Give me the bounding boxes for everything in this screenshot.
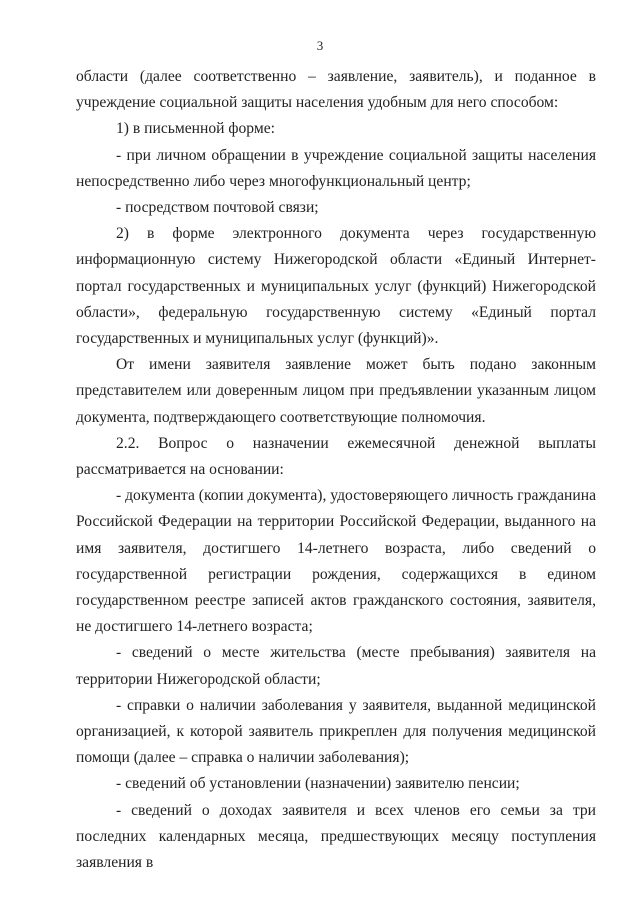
list-item-personal-visit: - при личном обращении в учреждение социальной защиты населения непосредственно либо через многофункциональный центр; (76, 146, 596, 190)
list-item-postal: - посредством почтовой связи; (116, 199, 319, 217)
paragraph-section-2-2: 2.2. Вопрос о назначении ежемесячной денежной выплаты рассматривается на основании: (76, 434, 596, 479)
list-item-income: - сведений о доходах заявителя и всех членов его семьи за три последних календарных месяца, предшествующих месяцу поступления заявления в (76, 801, 596, 872)
paragraph-continuation: области (далее соответственно – заявление, заявитель), и поданное в учреждение социальной защиты населения удобным для него способом: (76, 68, 596, 112)
document-body (76, 64, 596, 876)
list-item-electronic-form: 2) в форме электронного документа через государственную информационную систему Нижегородской области «Единый Интернет-портал государственных и муниципальных услуг (функций) Нижегородской области», федеральную государственную систему «Единый портал государственных и муниципальных услуг (функций)». (76, 225, 596, 348)
list-item-identity-document: - документа (копии документа), удостоверяющего личность гражданина Российской Федерации на территории Российской Федерации, выданного на имя заявителя, достигшего 14-летнего возраста, либо сведений о государственной регистрации рождения, содержащихся в едином государственном реестре записей актов гражданского состояния, заявителя, не достигшего 14-летнего возраста; (76, 487, 596, 636)
page-number: 3 (316, 38, 324, 53)
list-item-written-form: 1) в письменной форме: (116, 120, 275, 138)
list-item-residence: - сведений о месте жительства (месте пребывания) заявителя на территории Нижегородской области; (76, 644, 596, 688)
paragraph-representative: От имени заявителя заявление может быть подано законным представителем или доверенным лицом при предъявлении указанным лицом документа, подтверждающего соответствующие полномочия. (76, 356, 596, 426)
list-item-medical-certificate: - справки о наличии заболевания у заявителя, выданной медицинской организацией, к которой заявитель прикреплен для получения медицинской помощи (далее – справка о наличии заболевания); (76, 696, 596, 767)
list-item-pension: - сведений об установлении (назначении) заявителю пенсии; (116, 775, 520, 793)
